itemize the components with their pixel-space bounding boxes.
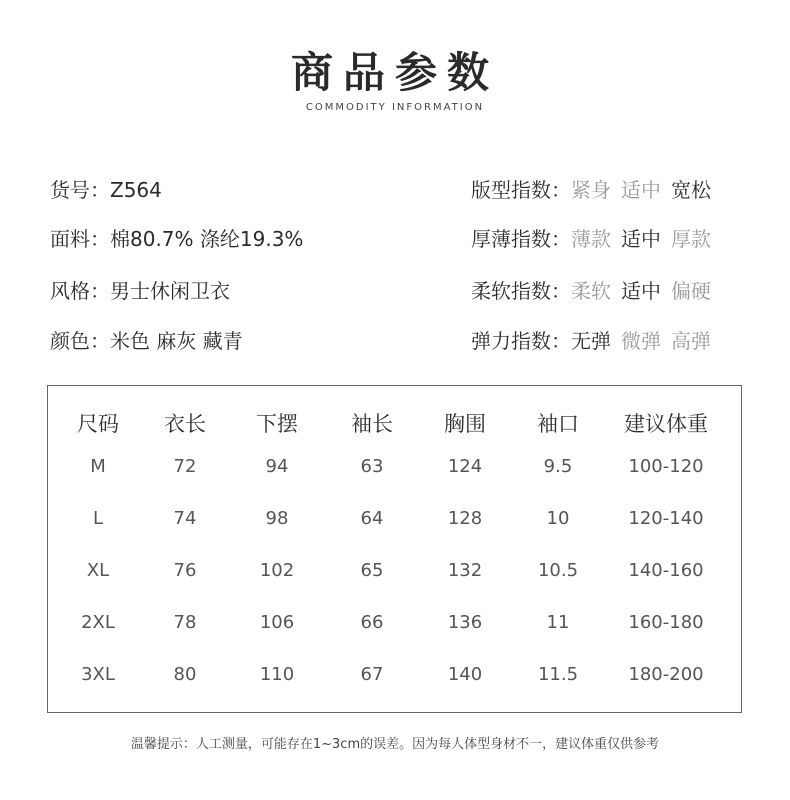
table-cell: 94 [265,456,289,477]
size-table [47,385,742,713]
table-cell: 65 [360,560,384,581]
info-item-fabric [50,223,303,252]
index-option: 微弹 [621,329,661,353]
table-header-cell: 胸围 [444,412,486,436]
table-header-cell: 建议体重 [624,412,708,436]
index-softness [471,275,711,304]
table-cell: 106 [259,612,295,633]
table-cell: 136 [447,612,483,633]
table-header-cell: 袖长 [351,412,393,436]
info-item-color [50,325,243,354]
index-option: 高弹 [671,329,711,353]
table-header-cell: 袖口 [537,412,579,436]
footnote: 温馨提示：人工测量，可能存在1~3cm的误差。因为每人体型身材不一，建议体重仅供参考 [130,737,660,752]
table-cell: 67 [360,664,384,685]
table-cell: 64 [360,508,384,529]
table-cell: 72 [173,456,197,477]
info-value: 米色 麻灰 藏青 [110,329,243,353]
index-option: 紧身 [571,178,611,202]
table-cell: 11.5 [537,664,579,685]
info-value: 棉80.7% 涤纶19.3% [110,227,304,251]
info-item-article-no [50,174,162,203]
table-cell: 110 [259,664,295,685]
index-option: 适中 [621,178,661,202]
table-cell: 180-200 [628,664,704,685]
table-cell: XL [86,560,110,581]
table-header-cell: 下摆 [256,412,298,436]
index-option: 厚款 [671,227,711,251]
info-item-style [50,275,230,304]
index-option: 宽松 [671,178,711,202]
table-header-cell: 衣长 [164,412,206,436]
index-thickness [471,223,711,252]
index-option: 适中 [621,227,661,251]
index-label: 弹力指数： [471,329,571,353]
table-cell: 140 [447,664,483,685]
table-cell: 76 [173,560,197,581]
index-fit [471,174,711,203]
table-cell: 11 [546,612,570,633]
table-cell: 10.5 [537,560,579,581]
table-cell: 102 [259,560,295,581]
table-cell: 10 [546,508,570,529]
table-cell: 128 [447,508,483,529]
info-value: Z564 [110,178,162,202]
table-cell: 132 [447,560,483,581]
index-option: 偏硬 [671,279,711,303]
table-cell: L [92,508,104,529]
info-label: 货号： [50,178,110,202]
table-cell: 74 [173,508,197,529]
table-cell: 2XL [81,612,115,633]
info-label: 面料： [50,227,110,251]
info-label: 风格： [50,279,110,303]
table-cell: 120-140 [628,508,704,529]
index-option: 柔软 [571,279,611,303]
page-subtitle: COMMODITY INFORMATION [305,102,485,113]
table-cell: 140-160 [628,560,704,581]
info-label: 颜色： [50,329,110,353]
index-option: 无弹 [571,329,611,353]
table-cell: 124 [447,456,483,477]
table-cell: 3XL [81,664,115,685]
index-label: 版型指数： [471,178,571,202]
index-elasticity [471,325,711,354]
table-cell: 160-180 [628,612,704,633]
index-option: 适中 [621,279,661,303]
table-cell: 66 [360,612,384,633]
table-cell: 78 [173,612,197,633]
table-cell: 100-120 [628,456,704,477]
table-header-cell: 尺码 [77,412,119,436]
info-value: 男士休闲卫衣 [110,279,230,303]
table-cell: 80 [173,664,197,685]
table-cell: 63 [360,456,384,477]
table-cell: 98 [265,508,289,529]
index-option: 薄款 [571,227,611,251]
index-label: 柔软指数： [471,279,571,303]
index-label: 厚薄指数： [471,227,571,251]
table-cell: 9.5 [543,456,573,477]
page-title: 商品参数 [290,48,499,97]
table-cell: M [90,456,106,477]
